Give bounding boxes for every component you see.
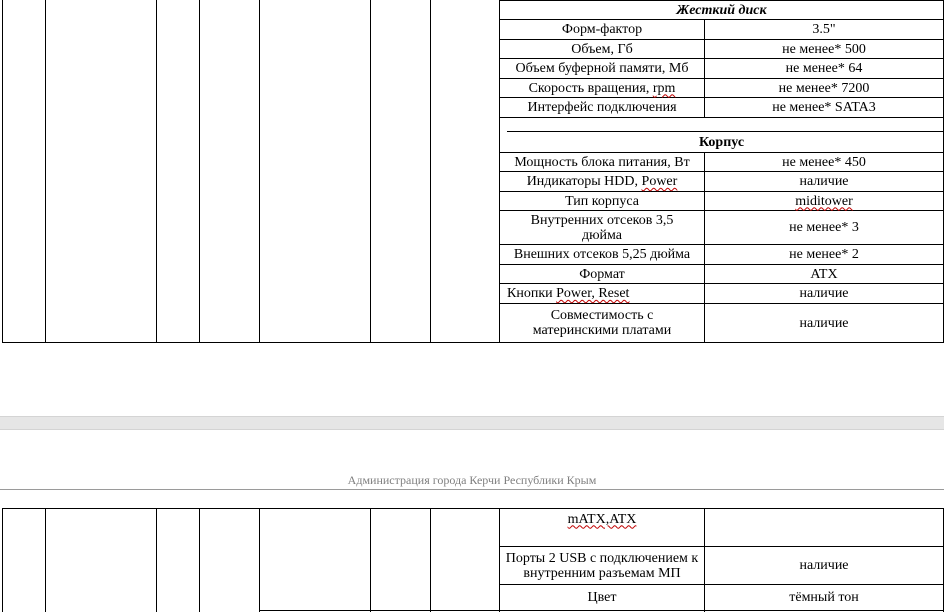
case-param-internal-bays: Внутренних отсеков 3,5 дюйма — [530, 212, 674, 243]
case-param-indicators — [500, 172, 704, 191]
case-section-title: Корпус — [698, 134, 745, 150]
spec-table-bottom — [0, 508, 944, 612]
bottom-param-usb: Порты 2 USB с подключением к внутренним разъемам МП — [505, 550, 699, 581]
case-param-buttons — [500, 284, 704, 303]
hdd-value-rpm: не менее* 7200 — [778, 80, 870, 96]
page-header-line — [0, 489, 944, 490]
bottom-value-color: тёмный тон — [789, 590, 859, 605]
case-param-type: Тип корпуса — [565, 193, 639, 209]
page-separator — [0, 416, 944, 430]
page-header-text: Администрация города Керчи Республики Крым — [347, 473, 597, 487]
case-param-buttons-label: Кнопки — [507, 286, 557, 301]
hdd-value-capacity: не менее* 500 — [782, 41, 866, 57]
case-value-type — [705, 192, 943, 210]
bottom-param-formats — [500, 509, 704, 529]
hdd-param-rpm-unit: rpm — [652, 80, 676, 96]
case-value-internal-bays: не менее* 3 — [789, 220, 859, 235]
bottom-value-formats — [705, 509, 943, 546]
case-value-buttons: наличие — [799, 286, 849, 301]
hdd-value-form-factor: 3.5" — [812, 22, 836, 37]
bottom-value-usb: наличие — [799, 558, 849, 573]
case-value-indicators: наличие — [799, 174, 849, 189]
case-value-external-bays: не менее* 2 — [789, 247, 859, 262]
case-value-psu: не менее* 450 — [782, 154, 866, 170]
case-param-external-bays: Внешних отсеков 5,25 дюйма — [513, 247, 691, 262]
hdd-section-title: Жесткий диск — [676, 2, 767, 18]
case-param-indicators-label: Индикаторы HDD, — [526, 174, 642, 189]
hdd-param-rpm — [500, 79, 704, 97]
case-param-buttons-names: Power, Reset — [556, 286, 630, 301]
bottom-param-color: Цвет — [587, 590, 617, 605]
hdd-param-interface: Интерфейс подключения — [527, 100, 677, 115]
bottom-param-formats-text: mATX,ATX — [567, 511, 637, 527]
case-param-psu: Мощность блока питания, Вт — [514, 154, 690, 170]
case-value-compatibility: наличие — [799, 315, 849, 331]
case-value-format: ATX — [810, 266, 838, 282]
case-param-format: Формат — [579, 266, 625, 282]
case-param-indicators-power: Power — [641, 174, 678, 189]
hdd-param-capacity: Объем, Гб — [571, 41, 633, 57]
hdd-param-rpm-label: Скорость вращения, — [528, 80, 653, 96]
hdd-value-buffer: не менее* 64 — [785, 61, 863, 76]
case-param-compatibility: Совместимость с материнскими платами — [532, 308, 672, 338]
hdd-value-interface: не менее* SATA3 — [772, 100, 876, 115]
hdd-param-form-factor: Форм-фактор — [561, 22, 643, 37]
case-value-type-text: miditower — [795, 193, 853, 209]
hdd-param-buffer: Объем буферной памяти, Мб — [515, 61, 689, 76]
